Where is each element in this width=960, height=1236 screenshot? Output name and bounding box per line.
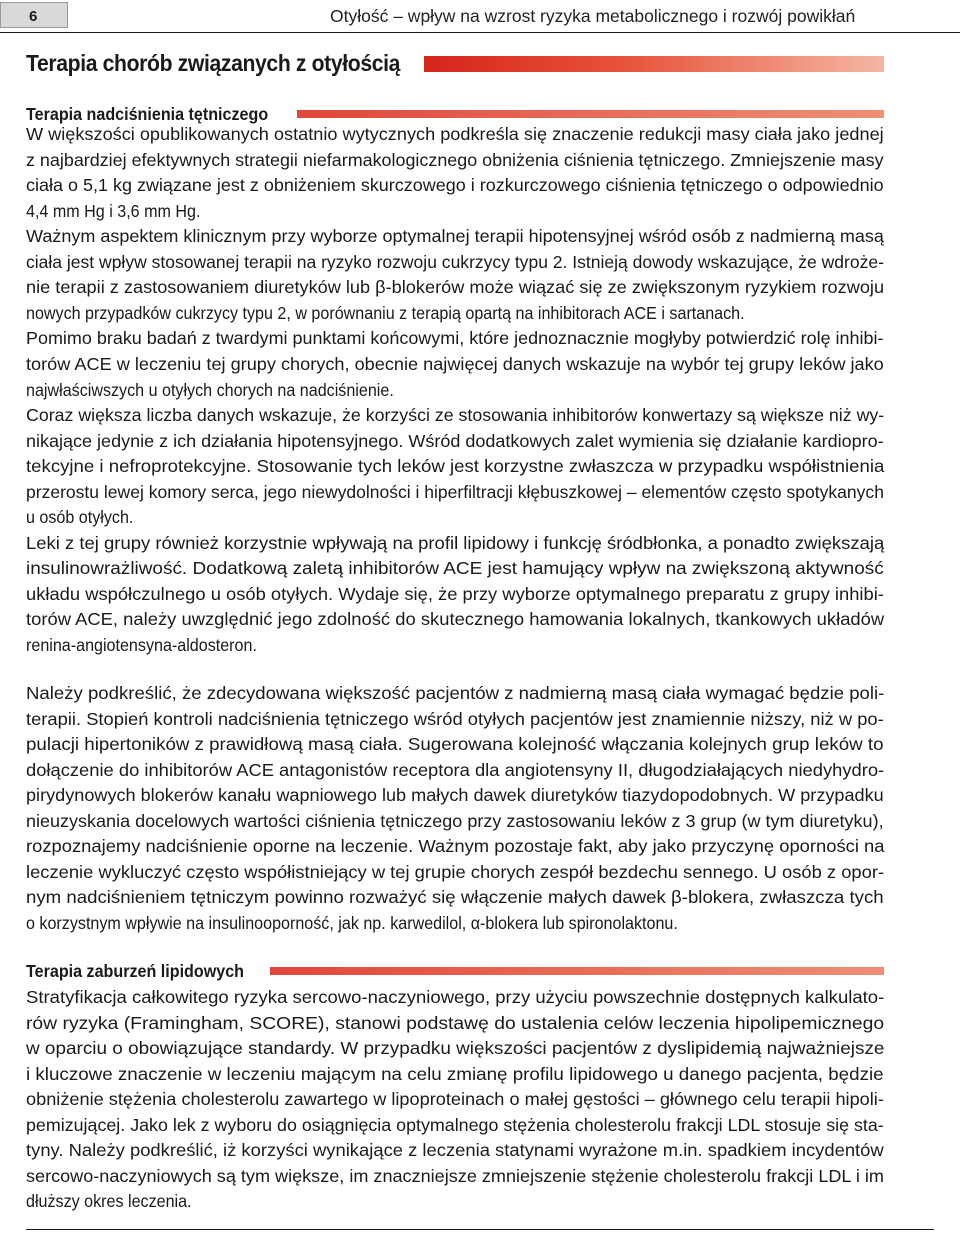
paragraph-line: ciała o 5,1 kg związane jest z obniżeniem skurczowego i rozkurczowego ciśnienia tętniczego o odpowiednio	[26, 175, 884, 195]
section-title-bar	[424, 56, 884, 72]
paragraph-line: Coraz większa liczba danych wskazuje, że korzyści ze stosowania inhibitorów konwertazy są większe niż wy-	[26, 405, 885, 425]
paragraph-line: leczenie wykluczyć często współistniejący w tej grupie chorych zespół bezdechu sennego. U osób z opor-	[26, 862, 885, 882]
subsection-heading-bar-lipids	[270, 967, 884, 975]
subsection-heading-hypertension: Terapia nadciśnienia tętniczego	[26, 104, 269, 124]
paragraph-line: torów ACE, należy uwzględnić jego zdolność do skutecznego hamowania lokalnych, tkankowych układów	[26, 609, 885, 629]
paragraph-line: Należy podkreślić, że zdecydowana większość pacjentów z nadmierną masą ciała wymagać będzie poli-	[26, 683, 885, 703]
paragraph-line: o korzystnym wpływie na insulinooporność, jak np. karwedilol, α-blokera lub spironolaktonu.	[26, 913, 678, 933]
paragraph-line: tekcyjne i nefroprotekcyjne. Stosowanie tych leków jest korzystne zwłaszcza w przypadku współistnienia	[26, 456, 885, 476]
paragraph-line: nikające jedynie z ich działania hipotensyjnego. Wśród dodatkowych zalet wymienia się działanie kardiopro-	[26, 431, 884, 451]
paragraph-line: nie terapii z zastosowaniem diuretyków lub β-blokerów może wiązać się ze zwiększonym ryzykiem rozwoju	[26, 277, 885, 297]
paragraph-line: rozpoznajemy nadciśnienie oporne na leczenie. Ważnym pozostaje fakt, aby jako przyczynę oporności na	[26, 836, 885, 856]
paragraph-line: sercowo-naczyniowych są tym większe, im znaczniejsze zmniejszenie stężenie cholesterolu frakcji LDL i im	[26, 1166, 884, 1186]
paragraph-line: nym nadciśnieniem tętniczym powinno rozważyć się włączenie małych dawek β-blokera, zwłaszcza tych	[26, 887, 884, 907]
paragraph-line: przerostu lewej komory serca, jego niewydolności i hiperfiltracji kłębuszkowej – elementów często spotykanych	[26, 482, 884, 502]
paragraph-line: obniżenie stężenia cholesterolu zawartego w lipoproteinach o małej gęstości – głównego celu terapii hipoli-	[26, 1089, 884, 1109]
paragraph-line: nowych przypadków cukrzycy typu 2, w porównaniu z terapią opartą na inhibitorach ACE i sartanach.	[26, 303, 745, 323]
paragraph-line: z najbardziej efektywnych strategii niefarmakologicznego obniżenia ciśnienia tętniczego. Zmniejszenie masy	[26, 150, 884, 170]
paragraph-line: ciała jest wpływ stosowanej terapii na ryzyko rozwoju cukrzycy typu 2. Istnieją dowody wskazujące, że wdroże-	[26, 252, 884, 272]
paragraph-line: terapii. Stopień kontroli nadciśnienia tętniczego wśród otyłych pacjentów jest znamiennie niższy, niż w po-	[26, 709, 884, 729]
paragraph-line: 4,4 mm Hg i 3,6 mm Hg.	[26, 201, 201, 221]
paragraph-line: dłuższy okres leczenia.	[26, 1191, 192, 1211]
paragraph-line: Pomimo braku badań z twardymi punktami końcowymi, które jednoznacznie mogłyby potwierdzić rolę inhibi-	[26, 328, 884, 348]
subsection-heading-bar-hypertension	[297, 110, 884, 118]
paragraph-line: pirydynowych blokerów kanału wapniowego lub małych dawek diuretyków tiazydopodobnych. W przypadku	[26, 785, 884, 805]
paragraph-line: u osób otyłych.	[26, 507, 134, 527]
subsection-heading-lipids: Terapia zaburzeń lipidowych	[26, 961, 244, 981]
paragraph-line: W większości opublikowanych ostatnio wytycznych podkreśla się znaczenie redukcji masy ciała jako jednej	[26, 124, 884, 144]
paragraph-line: renina-angiotensyna-aldosteron.	[26, 635, 257, 655]
paragraph-line: tyny. Należy podkreślić, iż korzyści wynikające z leczenia statynami wyrażone m.in. spadkiem incydentów	[26, 1140, 884, 1160]
paragraph-line: Leki z tej grupy również korzystnie wpływają na profil lipidowy i funkcję śródbłonka, a ponadto zwiększają	[26, 533, 885, 553]
footer-rule	[26, 1229, 934, 1230]
paragraph-line: pulacji hipertoników z prawidłową masą ciała. Sugerowana kolejność włączania kolejnych grup leków to	[26, 734, 884, 754]
paragraph-line: rów ryzyka (Framingham, SCORE), stanowi podstawę do ustalenia celów leczenia hipolipemicznego	[26, 1013, 885, 1033]
header-rule	[0, 32, 960, 33]
paragraph-line: dołączenie do inhibitorów ACE antagonistów receptora dla angiotensyny II, długodziałających niedyhydro-	[26, 760, 885, 780]
paragraph-line: pemizującej. Jako lek z wyboru do osiągnięcia optymalnego stężenia cholesterolu frakcji LDL stosuje się sta-	[26, 1115, 884, 1135]
page-number: 6	[29, 8, 38, 25]
paragraph-line: nieuzyskania docelowych wartości ciśnienia tętniczego przy zastosowaniu leków z 3 grup (w tym diuretyku),	[26, 811, 884, 831]
paragraph-line: w oparciu o obowiązujące standardy. W przypadku większości pacjentów z dyslipidemią najważniejsze	[26, 1038, 885, 1058]
paragraph-line: torów ACE w leczeniu tej grupy chorych, obecnie najwięcej danych wskazuje na wybór tej grupy leków jako	[26, 354, 884, 374]
paragraph-line: Stratyfikacja całkowitego ryzyka sercowo-naczyniowego, przy użyciu powszechnie dostępnych kalkulato-	[26, 987, 885, 1007]
page-number-box	[0, 2, 68, 28]
paragraph-line: insulinowrażliwość. Dodatkową zaletą inhibitorów ACE jest hamujący wpływ na zwiększoną aktywność	[26, 558, 884, 578]
paragraph-line: najwłaściwszych u otyłych chorych na nadciśnienie.	[26, 380, 394, 400]
running-title: Otyłość – wpływ na wzrost ryzyka metabolicznego i rozwój powikłań	[330, 6, 856, 26]
section-title: Terapia chorób związanych z otyłością	[26, 50, 401, 76]
paragraph-line: i kluczowe znaczenie w leczeniu mającym na celu zmianę profilu lipidowego u danego pacjenta, będzie	[26, 1064, 884, 1084]
paragraph-line: Ważnym aspektem klinicznym przy wyborze optymalnej terapii hipotensyjnej wśród osób z nadmierną masą	[26, 226, 884, 246]
paragraph-line: układu współczulnego u osób otyłych. Wydaje się, że przy wyborze optymalnego preparatu z grupy inhibi-	[26, 584, 884, 604]
